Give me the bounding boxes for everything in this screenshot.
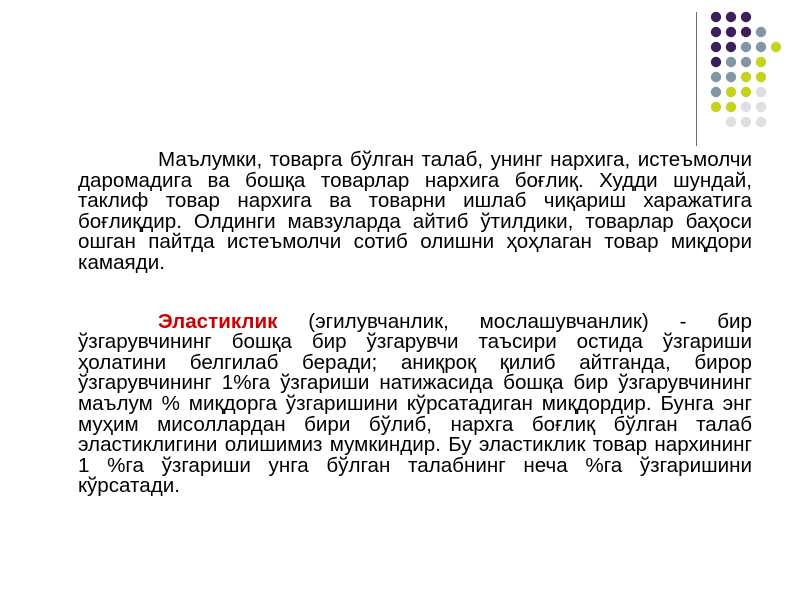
vertical-divider-line: [696, 12, 697, 146]
grid-dot: [741, 12, 751, 22]
grid-dot: [726, 12, 736, 22]
grid-dot: [726, 42, 736, 52]
grid-dot: [741, 57, 751, 67]
grid-dot: [711, 102, 721, 112]
grid-dot: [711, 27, 721, 37]
grid-dot: [741, 102, 751, 112]
grid-dot: [756, 72, 766, 82]
elasticity-definition: (эгилувчанлик, мослашувчанлик) - бир ўзгарувчининг бошқа бир ўзгарувчи таъсири остида ўзгариши ҳолатини белгилаб беради; аниқроқ қилиб айтганда, бирор ўзгарувчининг 1%га ўзгариши натижасида бошқа бир ўзгарувчининг маълум % миқдорга ўзгаришини кўрсатадиган миқдордир. Бунга энг муҳим мисоллардан бири бўлиб, нархга боғлиқ бўлган талаб эластиклигини олишимиз мумкиндир. Бу эластиклик товар нархининг 1 %га ўзгариши унга бўлган талабнинг неча %га ўзгаришини кўрсатади.: [78, 309, 752, 498]
grid-dot: [726, 87, 736, 97]
grid-dot: [741, 72, 751, 82]
grid-dot: [726, 117, 736, 127]
grid-dot: [711, 72, 721, 82]
dot-grid-icon: [706, 8, 794, 128]
elasticity-term: Эластиклик: [158, 309, 278, 333]
grid-dot: [726, 57, 736, 67]
grid-dot: [726, 27, 736, 37]
grid-dot: [741, 117, 751, 127]
grid-dot: [756, 87, 766, 97]
slide-text-body: [78, 150, 752, 497]
grid-dot: [771, 42, 781, 52]
grid-dot: [711, 57, 721, 67]
grid-dot: [756, 27, 766, 37]
grid-dot: [741, 27, 751, 37]
grid-dot: [711, 12, 721, 22]
grid-dot: [756, 117, 766, 127]
paragraph-demand-supply: Маълумки, товарга бўлган талаб, унинг нархига, истеъмолчи даромадига ва бошқа товарлар нархига боғлиқ. Худди шундай, таклиф товар нархига ва товарни ишлаб чиқариш харажатига боғлиқдир. Олдинги мавзуларда айтиб ўтилдики, товарлар баҳоси ошган пайтда истеъмолчи сотиб олишни ҳоҳлаган товар миқдори камаяди.: [78, 148, 752, 274]
grid-dot: [711, 87, 721, 97]
grid-dot: [711, 42, 721, 52]
grid-dot: [756, 57, 766, 67]
grid-dot: [741, 87, 751, 97]
grid-dot: [726, 72, 736, 82]
grid-dot: [726, 102, 736, 112]
grid-dot: [756, 102, 766, 112]
grid-dot: [741, 42, 751, 52]
grid-dot: [756, 42, 766, 52]
paragraph-elasticity: [78, 309, 752, 498]
